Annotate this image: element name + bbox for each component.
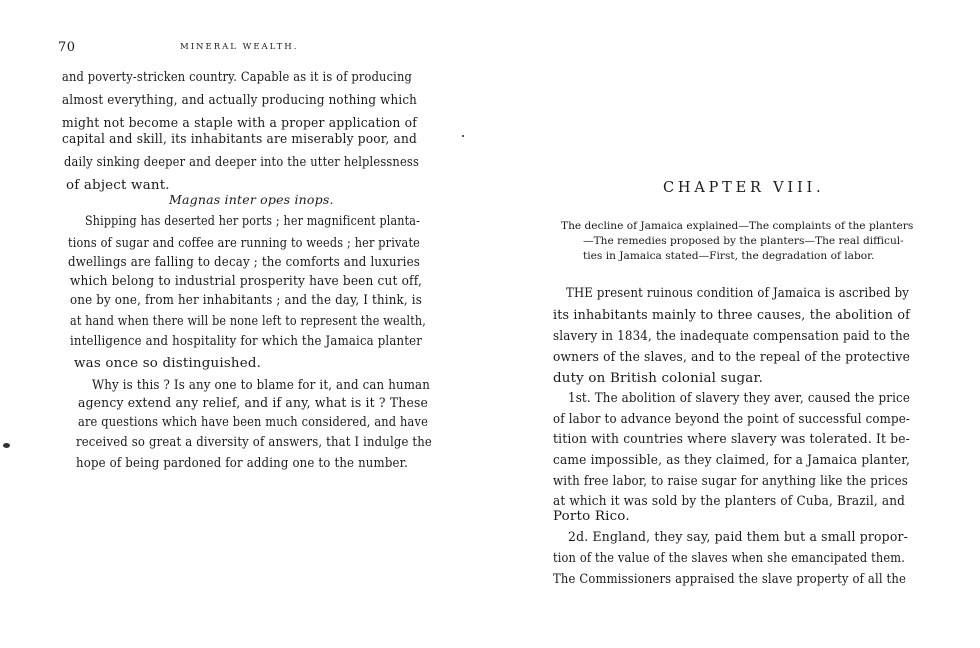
page-number: 70 [58, 40, 76, 55]
text-line: with free labor, to raise sugar for anything like the prices [553, 474, 908, 489]
text-line: The Commissioners appraised the slave property of all the [553, 572, 906, 587]
text-line: 1st. The abolition of slavery they aver, caused the price [568, 391, 910, 406]
italic-quote: Magnas inter opes inops. [169, 192, 334, 207]
text-line: 2d. England, they say, paid them but a small propor- [568, 530, 908, 545]
text-line: came impossible, as they claimed, for a Jamaica planter, [553, 453, 910, 468]
text-line: at which it was sold by the planters of Cuba, Brazil, and [553, 494, 905, 509]
text-line: received so great a diversity of answers, that I indulge the [76, 435, 432, 450]
text-line: and poverty-stricken country. Capable as it is of producing [62, 70, 412, 85]
text-line: might not become a staple with a proper application of [62, 116, 417, 131]
text-line: dwellings are falling to decay ; the comforts and luxuries [68, 255, 420, 270]
text-line: Shipping has deserted her ports ; her magnificent planta- [85, 214, 420, 229]
text-line: hope of being pardoned for adding one to the number. [76, 456, 408, 471]
summary-line: ties in Jamaica stated—First, the degradation of labor. [583, 250, 875, 262]
text-line: its inhabitants mainly to three causes, the abolition of [553, 308, 910, 323]
text-line: of labor to advance beyond the point of successful compe- [553, 412, 910, 427]
text-line: daily sinking deeper and deeper into the utter helplessness [64, 155, 419, 170]
text-line: Why is this ? Is any one to blame for it, and can human [92, 378, 430, 393]
text-line: at hand when there will be none left to represent the wealth, [70, 314, 426, 329]
text-line: which belong to industrial prosperity have been cut off, [70, 274, 422, 289]
text-line: agency extend any relief, and if any, what is it ? These [78, 396, 428, 411]
running-head: MINERAL WEALTH. [180, 42, 299, 52]
text-line: one by one, from her inhabitants ; and the day, I think, is [70, 293, 422, 308]
text-line: tition with countries where slavery was tolerated. It be- [553, 432, 910, 447]
text-line: are questions which have been much considered, and have [78, 415, 428, 430]
text-line: tion of the value of the slaves when she emancipated them. [553, 551, 905, 566]
text-line: Porto Rico. [553, 509, 630, 524]
text-line: duty on British colonial sugar. [553, 371, 764, 386]
ink-speck [3, 443, 10, 448]
text-line: of abject want. [66, 178, 170, 193]
text-line: almost everything, and actually producing nothing which [62, 93, 417, 108]
scan-dot [462, 135, 464, 137]
text-line: THE present ruinous condition of Jamaica is ascribed by [566, 286, 909, 301]
text-line: owners of the slaves, and to the repeal of the protective [553, 350, 910, 365]
summary-line: —The remedies proposed by the planters—The real difficul- [583, 235, 904, 247]
text-line: intelligence and hospitality for which the Jamaica planter [70, 334, 422, 349]
text-line: tions of sugar and coffee are running to weeds ; her private [68, 236, 420, 251]
text-line: capital and skill, its inhabitants are miserably poor, and [62, 132, 417, 147]
chapter-heading: CHAPTER VIII. [663, 180, 825, 196]
text-line: slavery in 1834, the inadequate compensation paid to the [553, 329, 910, 344]
text-line: was once so distinguished. [74, 356, 262, 371]
summary-line: The decline of Jamaica explained—The complaints of the planters [561, 220, 914, 232]
